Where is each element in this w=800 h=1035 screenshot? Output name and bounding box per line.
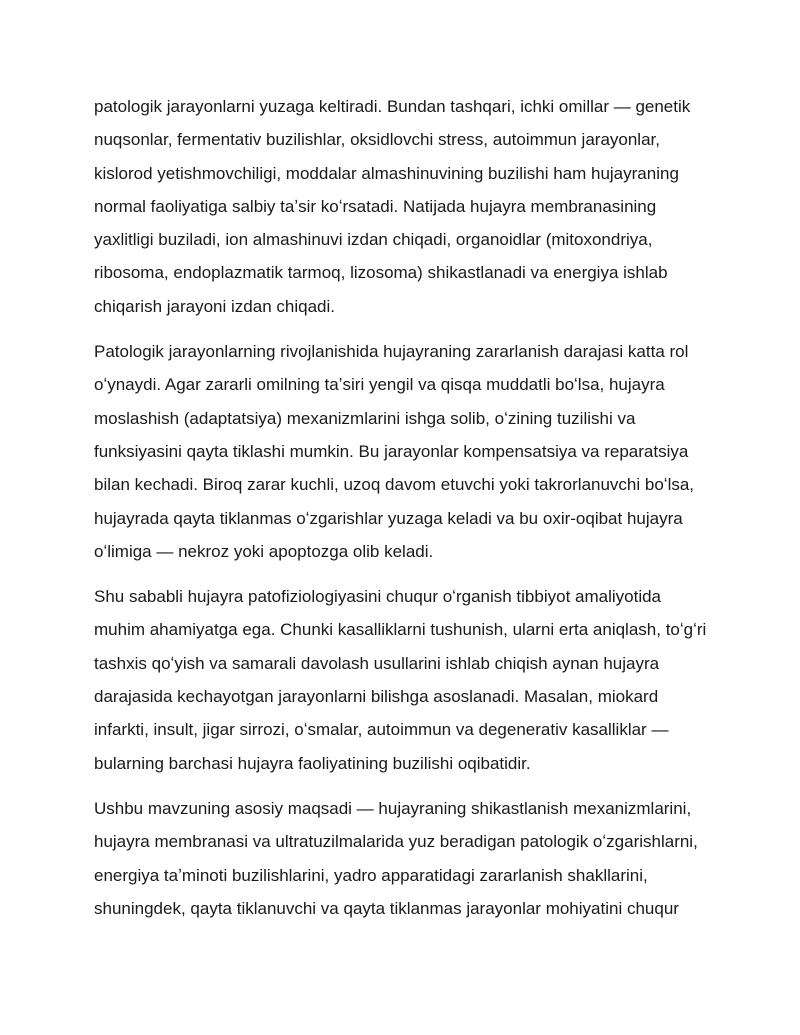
text-line: funksiyasini qayta tiklashi mumkin. Bu jarayonlar kompensatsiya va reparatsiya <box>94 441 689 461</box>
text-line: Patologik jarayonlarning rivojlanishida hujayraning zararlanish darajasi katta rol <box>94 342 689 362</box>
text-line: Shu sababli hujayra patofiziologiyasini chuqur oʻrganish tibbiyot amaliyotida <box>94 587 662 607</box>
text-line: oʻynaydi. Agar zararli omilning taʼsiri yengil va qisqa muddatli boʻlsa, hujayra <box>94 375 665 395</box>
paragraph-4 <box>94 792 714 925</box>
text-line: hujayra membranasi va ultratuzilmalarida yuz beradigan patologik oʻzgarishlarni, <box>94 832 698 852</box>
text-line: shuningdek, qayta tiklanuvchi va qayta tiklanmas jarayonlar mohiyatini chuqur <box>94 898 679 918</box>
text-line: chiqarish jarayoni izdan chiqadi. <box>94 296 335 316</box>
text-line: ribosoma, endoplazmatik tarmoq, lizosoma) shikastlanadi va energiya ishlab <box>94 263 668 283</box>
document-body <box>94 90 714 937</box>
text-line: bilan kechadi. Biroq zarar kuchli, uzoq davom etuvchi yoki takrorlanuvchi boʻlsa, <box>94 475 695 495</box>
text-line: oʻlimiga — nekroz yoki apoptozga olib keladi. <box>94 541 434 561</box>
text-line: muhim ahamiyatga ega. Chunki kasalliklarni tushunish, ularni erta aniqlash, toʻgʻri <box>94 620 707 640</box>
text-line: energiya taʼminoti buzilishlarini, yadro apparatidagi zararlanish shakllarini, <box>94 865 648 885</box>
text-line: infarkti, insult, jigar sirrozi, oʻsmalar, autoimmun va degenerativ kasalliklar — <box>94 720 669 740</box>
paragraph-2 <box>94 335 714 568</box>
text-line: patologik jarayonlarni yuzaga keltiradi. Bundan tashqari, ichki omillar — genetik <box>94 97 691 116</box>
text-line: yaxlitligi buziladi, ion almashinuvi izdan chiqadi, organoidlar (mitoxondriya, <box>94 230 653 250</box>
text-line: nuqsonlar, fermentativ buzilishlar, oksidlovchi stress, autoimmun jarayonlar, <box>94 130 660 150</box>
text-line: Ushbu mavzuning asosiy maqsadi — hujayraning shikastlanish mexanizmlarini, <box>94 798 692 818</box>
text-line: hujayrada qayta tiklanmas oʻzgarishlar yuzaga keladi va bu oxir-oqibat hujayra <box>94 508 683 528</box>
text-line: normal faoliyatiga salbiy taʼsir koʻrsatadi. Natijada hujayra membranasining <box>94 196 657 216</box>
paragraph-1 <box>94 90 714 323</box>
text-line: tashxis qoʻyish va samarali davolash usullarini ishlab chiqish aynan hujayra <box>94 653 660 673</box>
text-line: darajasida kechayotgan jarayonlarni bilishga asoslanadi. Masalan, miokard <box>94 687 659 707</box>
text-line: moslashish (adaptatsiya) mexanizmlarini ishga solib, oʻzining tuzilishi va <box>94 408 636 428</box>
paragraph-3 <box>94 580 714 780</box>
text-line: bularning barchasi hujayra faoliyatining buzilishi oqibatidir. <box>94 753 531 773</box>
text-line: kislorod yetishmovchiligi, moddalar almashinuvining buzilishi ham hujayraning <box>94 163 679 183</box>
